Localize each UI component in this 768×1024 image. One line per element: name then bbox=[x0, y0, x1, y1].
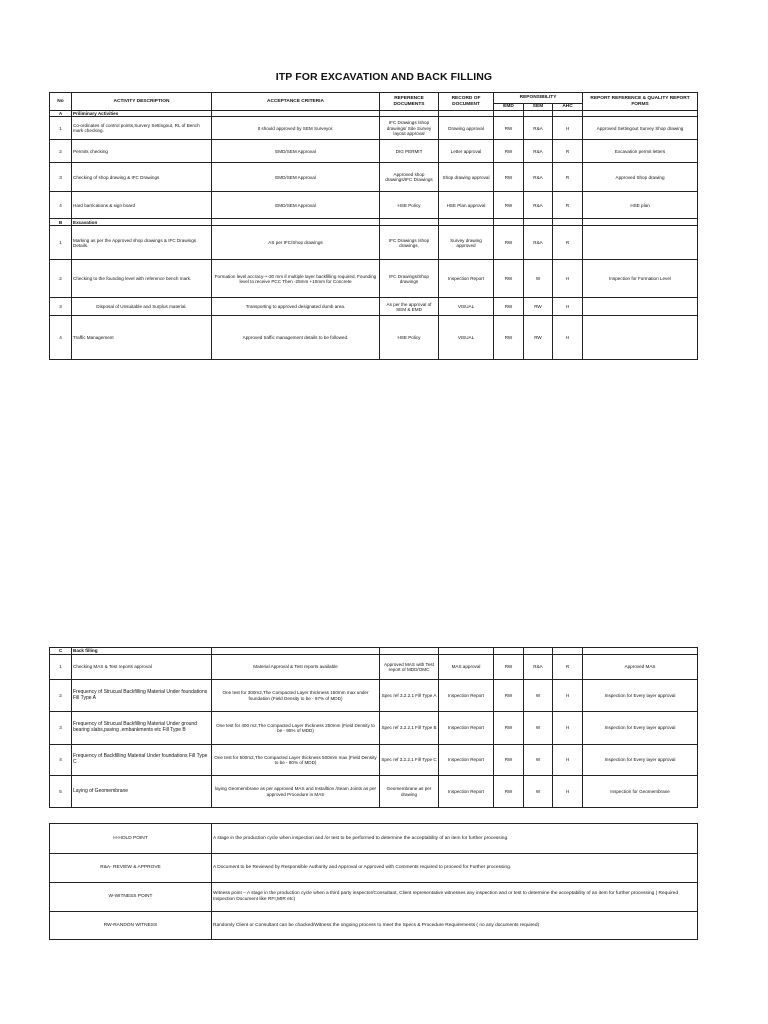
row-record: Shop drawing approval bbox=[439, 163, 494, 192]
row-activity: Checking MAS & Test reports approval bbox=[72, 655, 212, 680]
section-header bbox=[50, 219, 698, 226]
row-criteria: EMD/SEM Approval bbox=[212, 192, 380, 219]
row-criteria: One test for 400 m2,The Compacted Layer thickness 250mm (Field Density to be - 95% of MDD) bbox=[212, 712, 380, 745]
section-title: Excavation bbox=[72, 219, 212, 226]
row-report: Inspection for Every layer approval bbox=[583, 712, 698, 745]
row-activity: Checking to the founding level with reference bench mark. bbox=[72, 260, 212, 298]
row-no: 3 bbox=[50, 163, 72, 192]
document-title: ITP FOR EXCAVATION AND BACK FILLING bbox=[275, 71, 493, 83]
row-emd: RW bbox=[494, 776, 524, 808]
row-emd: RW bbox=[494, 655, 524, 680]
section-letter: B bbox=[50, 219, 72, 226]
row-ahc: H bbox=[553, 260, 583, 298]
row-sem: W bbox=[524, 260, 553, 298]
row-sem: RW bbox=[524, 298, 553, 316]
header-criteria: ACCEPTANCE CRITERIA bbox=[212, 93, 380, 111]
row-criteria: EMD/SEM Approval bbox=[212, 163, 380, 192]
row-record: Inspection Report bbox=[439, 260, 494, 298]
row-reference: HSE Policy bbox=[380, 316, 439, 360]
row-emd: RW bbox=[494, 226, 524, 260]
row-sem: R&A bbox=[524, 655, 553, 680]
row-ahc: H bbox=[553, 680, 583, 712]
row-activity: Hard barrications & sign board bbox=[72, 192, 212, 219]
legend-row bbox=[50, 883, 698, 912]
row-sem: R&A bbox=[524, 117, 553, 140]
row-criteria: Approved traffic management details to be followed. bbox=[212, 316, 380, 360]
row-emd: RW bbox=[494, 712, 524, 745]
header-no: No bbox=[50, 93, 72, 111]
row-report: Excavation permit letters bbox=[583, 140, 698, 163]
row-criteria: One test for 500m2,The Compacted Layer thickness 500mm max (Field Density to be - 80% of MDD) bbox=[212, 745, 380, 776]
row-emd: RW bbox=[494, 260, 524, 298]
row-sem: W bbox=[524, 712, 553, 745]
row-record: HSE Plan approval bbox=[439, 192, 494, 219]
row-no: 4 bbox=[50, 192, 72, 219]
row-no: 1 bbox=[50, 117, 72, 140]
legend-term: W-WITNESS POINT bbox=[50, 883, 212, 912]
table-row bbox=[50, 226, 698, 260]
row-ahc: H bbox=[553, 298, 583, 316]
row-report: Approved Settingout Survey Shop drawing bbox=[583, 117, 698, 140]
row-record: Inspection Report bbox=[439, 712, 494, 745]
header-record: RECORD OF DOCUMENT bbox=[439, 93, 494, 111]
row-sem: W bbox=[524, 776, 553, 808]
section-header bbox=[50, 648, 698, 655]
row-reference: Geomembrane as per drawing bbox=[380, 776, 439, 808]
row-emd: RW bbox=[494, 680, 524, 712]
row-report: Approved MAS bbox=[583, 655, 698, 680]
header-ahc: AHC bbox=[553, 104, 583, 111]
row-criteria: Transporting to approved designated dumb area. bbox=[212, 298, 380, 316]
legend-definition: A Document to be Reviewed by Responsible Authority and Approval or Approved with Comments required to proceed for Further processing. bbox=[212, 854, 698, 883]
legend-table bbox=[49, 823, 698, 940]
section-title: Priliminary Activities bbox=[72, 111, 212, 117]
row-activity: Laying of Geomembrane bbox=[72, 776, 212, 808]
header-emd: EMD bbox=[494, 104, 524, 111]
row-reference: HSE Policy bbox=[380, 192, 439, 219]
row-criteria: Material Approval & Test reports available bbox=[212, 655, 380, 680]
row-reference: As per the approval of SEM & EMD bbox=[380, 298, 439, 316]
row-criteria: One test for 300m2,The Compacted Layer thickness 150mm max under foundation (Field Density to be - 97% of MDD) bbox=[212, 680, 380, 712]
row-sem: R&A bbox=[524, 192, 553, 219]
row-reference: Approved shop drawings/IFC Drawings bbox=[380, 163, 439, 192]
row-activity: Traffic Management bbox=[72, 316, 212, 360]
table-row bbox=[50, 140, 698, 163]
row-sem: W bbox=[524, 745, 553, 776]
row-criteria: laying Geomembrane as per approved MAS and Installtion /Seam Joints as per approved Procedure in MAS bbox=[212, 776, 380, 808]
row-reference: IFC Drawings /shop drawings, bbox=[380, 226, 439, 260]
table-row bbox=[50, 655, 698, 680]
table-row bbox=[50, 712, 698, 745]
row-record: Inspection Report bbox=[439, 776, 494, 808]
row-activity: Marking as per the Approved shop drawings & IFC Drawings Details. bbox=[72, 226, 212, 260]
row-reference: Spec ref 3.2.2.1 Fill Type A bbox=[380, 680, 439, 712]
row-criteria: Formation level accracy-+-30 mm if multiple layer backfilling required, Founding level to receive PCC Then -25mm +10mm for Concrete bbox=[212, 260, 380, 298]
row-criteria: AS per IFC/Shop drawings bbox=[212, 226, 380, 260]
legend-definition: Witness point – A stage in the production cycle when a third party inspector/Consultant, Client representative witnesses any inspection and or test to determine the acceptability of an item for further processing ( Required Inspection Document like RFI,MIR etc) bbox=[212, 883, 698, 912]
row-sem: R&A bbox=[524, 226, 553, 260]
row-reference: IFC Drawings /shop drawings/ Site Survey layout approval bbox=[380, 117, 439, 140]
row-sem: W bbox=[524, 680, 553, 712]
section-letter: C bbox=[50, 648, 72, 655]
row-emd: RW bbox=[494, 298, 524, 316]
row-ahc: H bbox=[553, 745, 583, 776]
row-ahc: H bbox=[553, 316, 583, 360]
row-record: Letter approval bbox=[439, 140, 494, 163]
row-ahc: H bbox=[553, 712, 583, 745]
row-emd: RW bbox=[494, 117, 524, 140]
header-report: REPORT REFERENCE & QUALITY REPORT FORMS bbox=[583, 93, 698, 111]
table-row bbox=[50, 163, 698, 192]
row-no: 1 bbox=[50, 226, 72, 260]
row-activity: Disposal of Unsuitable and Surplus material. bbox=[72, 298, 212, 316]
row-no: 5 bbox=[50, 776, 72, 808]
row-no: 4 bbox=[50, 316, 72, 360]
row-activity: Frequency of Backfilling Material Under foundations Fill Type C bbox=[72, 745, 212, 776]
row-reference: DIG PERMIT bbox=[380, 140, 439, 163]
row-report: Inspection for Every layer approval bbox=[583, 680, 698, 712]
legend-term: RW-RANDON WITNESS bbox=[50, 912, 212, 940]
row-ahc: R bbox=[553, 192, 583, 219]
row-report: Approved Shop drawing bbox=[583, 163, 698, 192]
row-emd: RW bbox=[494, 192, 524, 219]
row-ahc: R bbox=[553, 226, 583, 260]
row-reference: Spec ref 3.2.2.1 Fill Type C bbox=[380, 745, 439, 776]
row-ahc: R bbox=[553, 655, 583, 680]
row-record: VISUAL bbox=[439, 316, 494, 360]
table-row bbox=[50, 316, 698, 360]
row-no: 3 bbox=[50, 712, 72, 745]
row-report bbox=[583, 226, 698, 260]
itp-table-main bbox=[49, 92, 698, 360]
row-emd: RW bbox=[494, 140, 524, 163]
row-sem: RW bbox=[524, 316, 553, 360]
row-emd: RW bbox=[494, 163, 524, 192]
row-activity: Co-ordinates of control points,Survery Settingout, RL of Bench mark checking. bbox=[72, 117, 212, 140]
table-row bbox=[50, 680, 698, 712]
row-report: Inspection for Every layer approval bbox=[583, 745, 698, 776]
row-reference: Spec ref 3.2.2.1 Fill Type B bbox=[380, 712, 439, 745]
row-report: Inspection for Geomembrane bbox=[583, 776, 698, 808]
section-title: Back filling bbox=[72, 648, 212, 655]
table-row bbox=[50, 745, 698, 776]
row-ahc: R bbox=[553, 140, 583, 163]
table-row bbox=[50, 260, 698, 298]
row-criteria: EMD/SEM Approval bbox=[212, 140, 380, 163]
row-record: Inspection Report bbox=[439, 745, 494, 776]
row-record: Inspection Report bbox=[439, 680, 494, 712]
table-row bbox=[50, 117, 698, 140]
legend-term: H-HOLD POINT bbox=[50, 824, 212, 854]
row-no: 1 bbox=[50, 655, 72, 680]
table-row bbox=[50, 298, 698, 316]
row-ahc: H bbox=[553, 117, 583, 140]
legend-definition: Randomly Client or Consultant can be chacked/Witness the ongoing process to meet the Specs & Procedure Requirements ( no any documents required) bbox=[212, 912, 698, 940]
table-row bbox=[50, 776, 698, 808]
row-report: Inspection for Formation Level bbox=[583, 260, 698, 298]
row-report: HSE plan bbox=[583, 192, 698, 219]
row-criteria: It should approved by SEM Surveyor. bbox=[212, 117, 380, 140]
legend-row bbox=[50, 824, 698, 854]
row-no: 2 bbox=[50, 140, 72, 163]
legend-definition: A stage in the production cycle when inspection and /or test to be performed to determine the acceptability of an item for further processing. bbox=[212, 824, 698, 854]
row-ahc: H bbox=[553, 776, 583, 808]
section-letter: A bbox=[50, 111, 72, 117]
row-reference: Approved MAS with Test report of MDD/OMC bbox=[380, 655, 439, 680]
row-activity: Frequency of Strucual Backfilling Material Under foundations Fill Type A bbox=[72, 680, 212, 712]
row-reference: IFC Drawings/Shop drawings bbox=[380, 260, 439, 298]
row-no: 2 bbox=[50, 260, 72, 298]
row-sem: R&A bbox=[524, 163, 553, 192]
legend-term: R&A- REVIEW & APPROVE bbox=[50, 854, 212, 883]
table-row bbox=[50, 192, 698, 219]
row-activity: Permits checking bbox=[72, 140, 212, 163]
row-report bbox=[583, 298, 698, 316]
row-sem: R&A bbox=[524, 140, 553, 163]
header-activity: ACTIVITY DESCRIPTION bbox=[72, 93, 212, 111]
row-no: 2 bbox=[50, 680, 72, 712]
legend-row bbox=[50, 912, 698, 940]
row-no: 4 bbox=[50, 745, 72, 776]
row-emd: RW bbox=[494, 316, 524, 360]
row-no: 3 bbox=[50, 298, 72, 316]
itp-table-backfilling bbox=[49, 647, 698, 808]
row-record: VISUAL bbox=[439, 298, 494, 316]
row-emd: RW bbox=[494, 745, 524, 776]
row-activity: Frequency of Strucual Backfilling Material Under ground bearing slabs,paving ,embankments etc Fill Type B bbox=[72, 712, 212, 745]
row-record: MAS approval bbox=[439, 655, 494, 680]
row-ahc: R bbox=[553, 163, 583, 192]
row-record: Drawing approval bbox=[439, 117, 494, 140]
legend-row bbox=[50, 854, 698, 883]
row-activity: Checking of shop drawing & IFC Drawings bbox=[72, 163, 212, 192]
row-report bbox=[583, 316, 698, 360]
header-responsibility: REPONSIBILITY bbox=[494, 93, 583, 104]
header-sem: SEM bbox=[524, 104, 553, 111]
header-reference-documents: REFERENCE DOCUMENTS bbox=[380, 93, 439, 111]
row-record: Survey drawing approved bbox=[439, 226, 494, 260]
